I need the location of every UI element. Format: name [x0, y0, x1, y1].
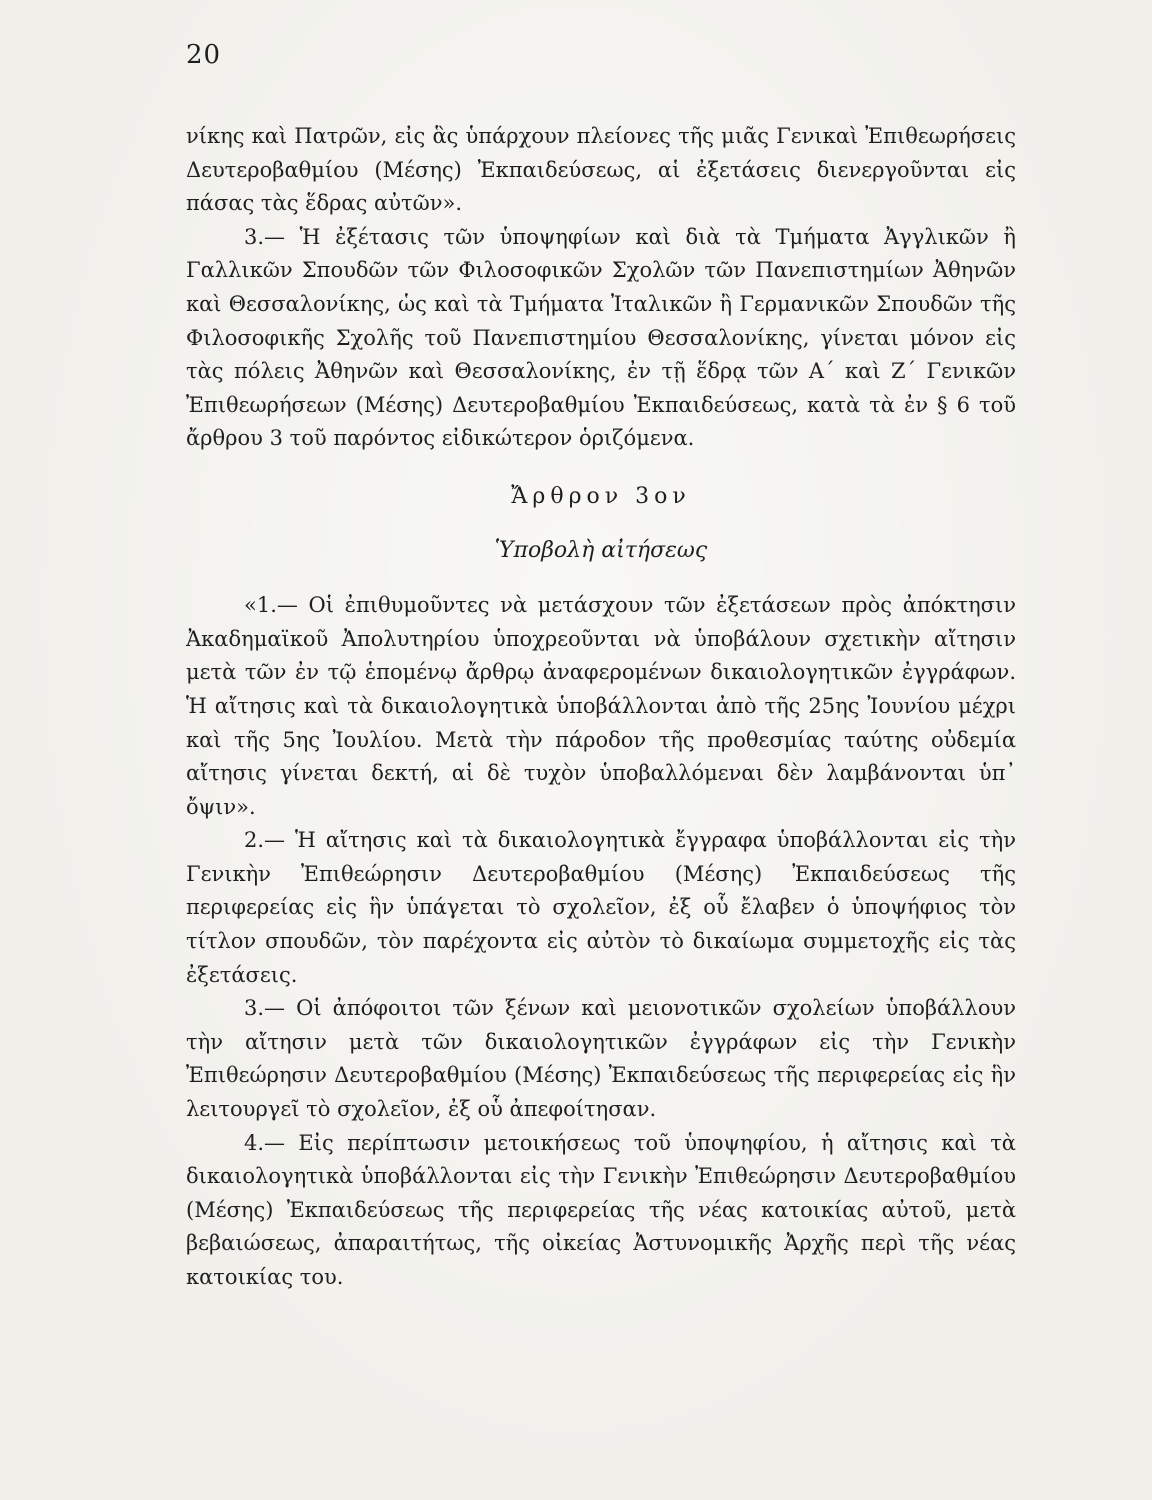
body-text [186, 120, 1016, 1295]
paragraph-continuation: νίκης καὶ Πατρῶν, εἰς ἃς ὑπάρχουν πλείονες τῆς μιᾶς Γενικαὶ Ἐπιθεωρήσεις Δευτεροβαθμίου (Μέσης) Ἐκπαιδεύσεως, αἱ ἐξετάσεις διενεργοῦνται εἰς πάσας τὰς ἕδρας αὐτῶν». [186, 124, 1016, 216]
article-subheading: Ὑποβολὴ αἰτήσεως [494, 537, 708, 563]
paragraph-article-1: «1.— Οἱ ἐπιθυμοῦντες νὰ μετάσχουν τῶν ἐξετάσεων πρὸς ἀπόκτησιν Ἀκαδημαϊκοῦ Ἀπολυτηρίου ὑποχρεοῦνται νὰ ὑποβάλουν σχετικὴν αἴτησιν μετὰ τῶν ἐν τῷ ἑπομένῳ ἄρθρῳ ἀναφερομένων δικαιολογητικῶν ἐγγράφων. Ἡ αἴτησις καὶ τὰ δικαιολογητικὰ ὑποβάλλονται ἀπὸ τῆς 25ης Ἰουνίου μέχρι καὶ τῆς 5ης Ἰουλίου. Μετὰ τὴν πάροδον τῆς προθεσμίας ταύτης οὐδεμία αἴτησις γίνεται δεκτή, αἱ δὲ τυχὸν ὑποβαλλόμεναι δὲν λαμβάνονται ὑπ᾽ ὄψιν». [186, 593, 1016, 819]
page-number: 20 [186, 40, 222, 70]
paragraph-article-3: 3.— Οἱ ἀπόφοιτοι τῶν ξένων καὶ μειονοτικῶν σχολείων ὑποβάλλουν τὴν αἴτησιν μετὰ τῶν δικαιολογητικῶν ἐγγράφων εἰς τὴν Γενικὴν Ἐπιθεώρησιν Δευτεροβαθμίου (Μέσης) Ἐκπαιδεύσεως τῆς περιφερείας εἰς ἣν λειτουργεῖ τὸ σχολεῖον, ἐξ οὗ ἀπεφοίτησαν. [186, 996, 1016, 1122]
paragraph-clause-3: 3.— Ἡ ἐξέτασις τῶν ὑποψηφίων καὶ διὰ τὰ Τμήματα Ἀγγλικῶν ἢ Γαλλικῶν Σπουδῶν τῶν Φιλοσοφικῶν Σχολῶν τῶν Πανεπιστημίων Ἀθηνῶν καὶ Θεσσαλονίκης, ὡς καὶ τὰ Τμήματα Ἰταλικῶν ἢ Γερμανικῶν Σπουδῶν τῆς Φιλοσοφικῆς Σχολῆς τοῦ Πανεπιστημίου Θεσσαλονίκης, γίνεται μόνον εἰς τὰς πόλεις Ἀθηνῶν καὶ Θεσσαλονίκης, ἐν τῇ ἕδρᾳ τῶν Α΄ καὶ Ζ΄ Γενικῶν Ἐπιθεωρήσεων (Μέσης) Δευτεροβαθμίου Ἐκπαιδεύσεως, κατὰ τὰ ἐν § 6 τοῦ ἄρθρου 3 τοῦ παρόντος εἰδικώτερον ὁριζόμενα. [186, 224, 1016, 451]
article-heading: Ἄρθρον 3ον [511, 483, 691, 509]
paragraph-article-4: 4.— Εἰς περίπτωσιν μετοικήσεως τοῦ ὑποψηφίου, ἡ αἴτησις καὶ τὰ δικαιολογητικὰ ὑποβάλλονται εἰς τὴν Γενικὴν Ἐπιθεώρησιν Δευτεροβαθμίου (Μέσης) Ἐκπαιδεύσεως τῆς περιφερείας τῆς νέας κατοικίας αὐτοῦ, μετὰ βεβαιώσεως, ἀπαραιτήτως, τῆς οἰκείας Ἀστυνομικῆς Ἀρχῆς περὶ τῆς νέας κατοικίας του. [186, 1130, 1016, 1289]
paragraph-article-2: 2.— Ἡ αἴτησις καὶ τὰ δικαιολογητικὰ ἔγγραφα ὑποβάλλονται εἰς τὴν Γενικὴν Ἐπιθεώρησιν Δευτεροβαθμίου (Μέσης) Ἐκπαιδεύσεως τῆς περιφερείας εἰς ἣν ὑπάγεται τὸ σχολεῖον, ἐξ οὗ ἔλαβεν ὁ ὑποψήφιος τὸν τίτλον σπουδῶν, τὸν παρέχοντα εἰς αὐτὸν τὸ δικαίωμα συμμετοχῆς εἰς τὰς ἐξετάσεις. [186, 828, 1016, 987]
